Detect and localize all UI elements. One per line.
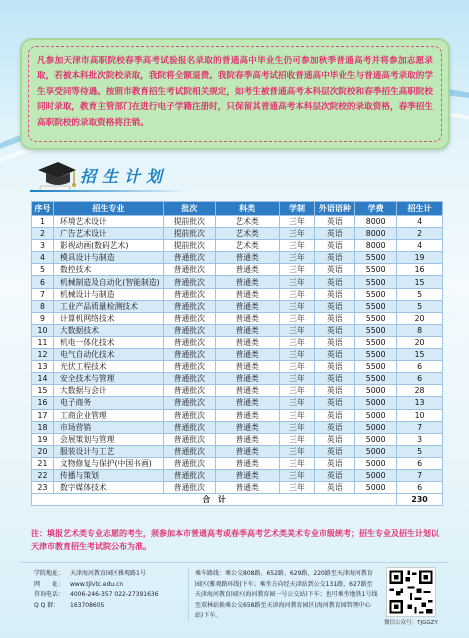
cell-tuition: 5500 xyxy=(355,300,397,312)
cell-index: 17 xyxy=(32,409,54,421)
cell-batch: 普通批次 xyxy=(163,264,215,276)
cell-batch: 普通批次 xyxy=(163,336,215,348)
table-row xyxy=(32,300,443,312)
cell-quota: 8 xyxy=(397,324,443,336)
cell-major: 环境艺术设计 xyxy=(53,216,163,228)
cell-major: 数字媒体技术 xyxy=(53,482,163,494)
cell-category: 普通类 xyxy=(215,300,279,312)
cell-category: 普通类 xyxy=(215,264,279,276)
cell-tuition: 8000 xyxy=(355,216,397,228)
cell-index: 19 xyxy=(32,433,54,445)
footnote: 注：填报艺术类专业志愿的考生，须参加本市普通高考或春季高考艺术类美术专业市级统考；招生专业及招生计划以天津市教育招生考试院公布为准。 xyxy=(31,529,439,551)
cell-tuition: 5500 xyxy=(355,336,397,348)
cell-duration: 三年 xyxy=(279,482,315,494)
cell-duration: 三年 xyxy=(279,264,315,276)
cell-category: 普通类 xyxy=(215,361,279,373)
cell-duration: 三年 xyxy=(279,300,315,312)
cell-batch: 普通批次 xyxy=(163,469,215,481)
cell-tuition: 5000 xyxy=(355,397,397,409)
cell-language: 英语 xyxy=(315,336,355,348)
cell-major: 电子商务 xyxy=(53,397,163,409)
cell-batch: 提前批次 xyxy=(163,216,215,228)
cell-duration: 三年 xyxy=(279,349,315,361)
table-row xyxy=(32,397,443,409)
cell-index: 8 xyxy=(32,300,54,312)
cell-category: 普通类 xyxy=(215,397,279,409)
address-value: 天津海河教育园区雅观路1号 xyxy=(70,570,146,577)
cell-major: 机械设计与制造 xyxy=(53,288,163,300)
cell-quota: 5 xyxy=(397,288,443,300)
cell-batch: 普通批次 xyxy=(163,252,215,264)
cell-batch: 普通批次 xyxy=(163,300,215,312)
table-row xyxy=(32,361,443,373)
cell-batch: 普通批次 xyxy=(163,324,215,336)
cell-batch: 普通批次 xyxy=(163,482,215,494)
table-row xyxy=(32,288,443,300)
cell-quota: 6 xyxy=(397,373,443,385)
table-row xyxy=(32,312,443,324)
cell-tuition: 5000 xyxy=(355,482,397,494)
cell-category: 普通类 xyxy=(215,409,279,421)
cell-quota: 16 xyxy=(397,264,443,276)
cell-index: 2 xyxy=(32,228,54,240)
cell-major: 机械制造及自动化(智能制造) xyxy=(53,276,163,288)
cell-language: 英语 xyxy=(315,264,355,276)
cell-quota: 4 xyxy=(397,240,443,252)
cell-tuition: 5000 xyxy=(355,445,397,457)
transit-info xyxy=(188,569,378,622)
cell-index: 6 xyxy=(32,276,54,288)
cell-quota: 4 xyxy=(397,216,443,228)
cell-index: 21 xyxy=(32,457,54,469)
cell-major: 机电一体化技术 xyxy=(53,336,163,348)
cell-index: 22 xyxy=(32,469,54,481)
cell-duration: 三年 xyxy=(279,336,315,348)
cell-quota: 19 xyxy=(397,252,443,264)
cell-duration: 三年 xyxy=(279,445,315,457)
cell-quota: 10 xyxy=(397,409,443,421)
table-row xyxy=(32,349,443,361)
cell-category: 普通类 xyxy=(215,385,279,397)
cell-tuition: 5500 xyxy=(355,312,397,324)
cell-quota: 15 xyxy=(397,349,443,361)
transit-text: 乘公交808路、652路、629路、220路至天津海河教育园区(雅观路环线)下车；乘坐方向经天津站到公交131路、627路至天津海河教育园区(海河教育园一号公交站)下车；也可乘坐地铁1号线至双林站换乘公交658路至天津海河教育园区(海河教育园管理中心站)下车。 xyxy=(195,570,378,619)
cell-index: 18 xyxy=(32,421,54,433)
cell-batch: 提前批次 xyxy=(163,228,215,240)
cell-language: 英语 xyxy=(315,361,355,373)
qq-value: 163708605 xyxy=(70,601,105,609)
website-link[interactable]: www.tjlvtc.edu.cn xyxy=(70,580,124,588)
cell-quota: 3 xyxy=(397,433,443,445)
cell-category: 艺术类 xyxy=(215,216,279,228)
plan-title: 招生计划 xyxy=(80,167,169,186)
cell-quota: 5 xyxy=(397,445,443,457)
cell-language: 英语 xyxy=(315,457,355,469)
cell-category: 普通类 xyxy=(215,349,279,361)
cell-duration: 三年 xyxy=(279,324,315,336)
table-body xyxy=(32,216,443,494)
table-row xyxy=(32,385,443,397)
total-value: 230 xyxy=(397,494,443,506)
table-row xyxy=(32,457,443,469)
cell-duration: 三年 xyxy=(279,469,315,481)
cell-language: 英语 xyxy=(315,397,355,409)
cell-batch: 普通批次 xyxy=(163,276,215,288)
cell-tuition: 5000 xyxy=(355,457,397,469)
cell-language: 英语 xyxy=(315,324,355,336)
cell-quota: 20 xyxy=(397,312,443,324)
qr-code-icon xyxy=(386,567,436,617)
cell-language: 英语 xyxy=(315,252,355,264)
title-underline xyxy=(30,190,190,192)
cell-batch: 普通批次 xyxy=(163,445,215,457)
cell-index: 20 xyxy=(32,445,54,457)
cell-index: 3 xyxy=(32,240,54,252)
cell-quota: 6 xyxy=(397,482,443,494)
table-header-row xyxy=(32,202,443,216)
qq-line: Q Q 群： 163708605 xyxy=(34,601,105,609)
table-row xyxy=(32,240,443,252)
cell-category: 普通类 xyxy=(215,288,279,300)
cell-category: 普通类 xyxy=(215,482,279,494)
cell-tuition: 5000 xyxy=(355,469,397,481)
cell-quota: 6 xyxy=(397,361,443,373)
cell-major: 工业产品质量检测技术 xyxy=(53,300,163,312)
cell-category: 普通类 xyxy=(215,312,279,324)
cell-language: 英语 xyxy=(315,445,355,457)
cell-category: 普通类 xyxy=(215,252,279,264)
cell-category: 普通类 xyxy=(215,324,279,336)
cell-batch: 普通批次 xyxy=(163,397,215,409)
cell-tuition: 5000 xyxy=(355,421,397,433)
cell-tuition: 5500 xyxy=(355,288,397,300)
cell-duration: 三年 xyxy=(279,216,315,228)
cell-batch: 普通批次 xyxy=(163,361,215,373)
cell-tuition: 5500 xyxy=(355,361,397,373)
cell-language: 英语 xyxy=(315,482,355,494)
cell-language: 英语 xyxy=(315,300,355,312)
table-row xyxy=(32,276,443,288)
cell-tuition: 5000 xyxy=(355,385,397,397)
header-language: 外语语种 xyxy=(315,202,355,216)
cell-major: 大数据与会计 xyxy=(53,385,163,397)
cell-category: 普通类 xyxy=(215,445,279,457)
cell-batch: 普通批次 xyxy=(163,433,215,445)
cell-batch: 普通批次 xyxy=(163,457,215,469)
cell-index: 1 xyxy=(32,216,54,228)
cell-batch: 普通批次 xyxy=(163,409,215,421)
cell-index: 9 xyxy=(32,312,54,324)
cell-batch: 提前批次 xyxy=(163,240,215,252)
cell-quota: 5 xyxy=(397,300,443,312)
header-major: 招生专业 xyxy=(53,202,163,216)
notice-box xyxy=(20,38,450,150)
cell-major: 服装设计与工艺 xyxy=(53,445,163,457)
cell-tuition: 5500 xyxy=(355,252,397,264)
cell-tuition: 8000 xyxy=(355,228,397,240)
total-row xyxy=(32,494,443,506)
cell-index: 12 xyxy=(32,349,54,361)
cell-tuition: 5000 xyxy=(355,433,397,445)
cell-language: 英语 xyxy=(315,469,355,481)
cell-major: 数控技术 xyxy=(53,264,163,276)
table-row xyxy=(32,336,443,348)
cell-index: 7 xyxy=(32,288,54,300)
cell-major: 影视动画(数码艺术) xyxy=(53,240,163,252)
header-tuition: 学费 xyxy=(355,202,397,216)
cell-duration: 三年 xyxy=(279,421,315,433)
cell-index: 4 xyxy=(32,252,54,264)
table-row xyxy=(32,324,443,336)
table-row xyxy=(32,445,443,457)
cell-tuition: 8000 xyxy=(355,240,397,252)
cell-duration: 三年 xyxy=(279,312,315,324)
cell-index: 13 xyxy=(32,361,54,373)
cell-category: 艺术类 xyxy=(215,240,279,252)
table-row xyxy=(32,482,443,494)
cell-language: 英语 xyxy=(315,216,355,228)
cell-duration: 三年 xyxy=(279,457,315,469)
cell-language: 英语 xyxy=(315,433,355,445)
cell-quota: 28 xyxy=(397,385,443,397)
cell-batch: 普通批次 xyxy=(163,349,215,361)
cell-quota: 15 xyxy=(397,276,443,288)
phone-line: 咨询电话： 4006-246-357 022-27391636 xyxy=(34,591,159,598)
cell-category: 普通类 xyxy=(215,421,279,433)
cell-major: 大数据技术 xyxy=(53,324,163,336)
contact-info xyxy=(34,569,184,611)
plan-heading xyxy=(34,156,234,194)
cell-index: 23 xyxy=(32,482,54,494)
cell-category: 普通类 xyxy=(215,373,279,385)
address-line: 学院地址： 天津海河教育园区雅观路1号 xyxy=(34,570,146,577)
cell-index: 15 xyxy=(32,385,54,397)
cell-duration: 三年 xyxy=(279,409,315,421)
total-label: 合 计 xyxy=(32,494,397,506)
table-row xyxy=(32,469,443,481)
cell-language: 英语 xyxy=(315,312,355,324)
cell-major: 计算机网络技术 xyxy=(53,312,163,324)
transit-label: 乘车路线： xyxy=(195,570,226,577)
cell-major: 安全技术与管理 xyxy=(53,373,163,385)
notice-text: 凡参加天津市高职院校春季高考试验报名录取的普通高中毕业生仍可参加秋季普通高考并将参加志愿录取，若被本科批次院校录取，我院将全额退费。我院春季高考试招收普通高中毕业生与普通高考录取的学生享受同等待遇。按照市教育招生考试院相关规定，如考生被普通高考本科层次院校和春季招生高职院校同时录取，教育主管部门在进行电子学籍注册时，只保留其普通高考本科层次院校的录取资格，春季招生高职院校的录取资格将注销。 xyxy=(28,46,442,142)
enrollment-plan-table xyxy=(31,201,443,506)
cell-category: 普通类 xyxy=(215,276,279,288)
table-row xyxy=(32,216,443,228)
qr-caption: 微信公众号：TJGGZY xyxy=(384,620,438,626)
header-duration: 学制 xyxy=(279,202,315,216)
phone-value: 4006-246-357 022-27391636 xyxy=(70,591,159,598)
cell-language: 英语 xyxy=(315,409,355,421)
header-batch: 批次 xyxy=(163,202,215,216)
cell-duration: 三年 xyxy=(279,276,315,288)
table-row xyxy=(32,433,443,445)
cell-duration: 三年 xyxy=(279,385,315,397)
cell-language: 英语 xyxy=(315,373,355,385)
table-row xyxy=(32,373,443,385)
cell-duration: 三年 xyxy=(279,288,315,300)
cell-major: 电气自动化技术 xyxy=(53,349,163,361)
cell-language: 英语 xyxy=(315,421,355,433)
table-row xyxy=(32,409,443,421)
cell-language: 英语 xyxy=(315,385,355,397)
cell-language: 英语 xyxy=(315,228,355,240)
cell-index: 5 xyxy=(32,264,54,276)
table-row xyxy=(32,252,443,264)
cell-major: 传播与策划 xyxy=(53,469,163,481)
cell-tuition: 5500 xyxy=(355,276,397,288)
cell-tuition: 5500 xyxy=(355,349,397,361)
cell-duration: 三年 xyxy=(279,397,315,409)
cell-category: 普通类 xyxy=(215,336,279,348)
cell-index: 11 xyxy=(32,336,54,348)
cell-duration: 三年 xyxy=(279,240,315,252)
header-index: 序号 xyxy=(32,202,54,216)
cell-quota: 2 xyxy=(397,228,443,240)
cell-tuition: 5000 xyxy=(355,409,397,421)
table-row xyxy=(32,421,443,433)
cell-category: 普通类 xyxy=(215,469,279,481)
cell-index: 10 xyxy=(32,324,54,336)
cell-duration: 三年 xyxy=(279,252,315,264)
cell-major: 工商企业管理 xyxy=(53,409,163,421)
graduation-cap-icon xyxy=(34,156,78,194)
cell-index: 14 xyxy=(32,373,54,385)
cell-duration: 三年 xyxy=(279,373,315,385)
cell-quota: 7 xyxy=(397,421,443,433)
cell-major: 市场营销 xyxy=(53,421,163,433)
cell-major: 文物修复与保护(中国书画) xyxy=(53,457,163,469)
table-row xyxy=(32,264,443,276)
cell-tuition: 5500 xyxy=(355,324,397,336)
cell-batch: 普通批次 xyxy=(163,421,215,433)
cell-duration: 三年 xyxy=(279,228,315,240)
cell-quota: 6 xyxy=(397,457,443,469)
cell-batch: 普通批次 xyxy=(163,373,215,385)
cell-major: 广告艺术设计 xyxy=(53,228,163,240)
cell-category: 普通类 xyxy=(215,457,279,469)
cell-duration: 三年 xyxy=(279,433,315,445)
cell-category: 艺术类 xyxy=(215,228,279,240)
cell-index: 16 xyxy=(32,397,54,409)
cell-batch: 普通批次 xyxy=(163,288,215,300)
cell-quota: 7 xyxy=(397,469,443,481)
cell-language: 英语 xyxy=(315,288,355,300)
header-quota: 招生计 xyxy=(397,202,443,216)
header-category: 科类 xyxy=(215,202,279,216)
cell-quota: 13 xyxy=(397,397,443,409)
cell-major: 会展策划与管理 xyxy=(53,433,163,445)
cell-language: 英语 xyxy=(315,276,355,288)
website-line: 网 址： www.tjlvtc.edu.cn xyxy=(34,580,124,588)
cell-major: 光伏工程技术 xyxy=(53,361,163,373)
cell-quota: 20 xyxy=(397,336,443,348)
cell-batch: 普通批次 xyxy=(163,385,215,397)
cell-tuition: 5500 xyxy=(355,264,397,276)
cell-batch: 普通批次 xyxy=(163,312,215,324)
cell-category: 普通类 xyxy=(215,433,279,445)
footer xyxy=(20,562,448,628)
cell-duration: 三年 xyxy=(279,361,315,373)
cell-major: 模具设计与制造 xyxy=(53,252,163,264)
cell-language: 英语 xyxy=(315,349,355,361)
table-row xyxy=(32,228,443,240)
cell-tuition: 5500 xyxy=(355,373,397,385)
cell-language: 英语 xyxy=(315,240,355,252)
